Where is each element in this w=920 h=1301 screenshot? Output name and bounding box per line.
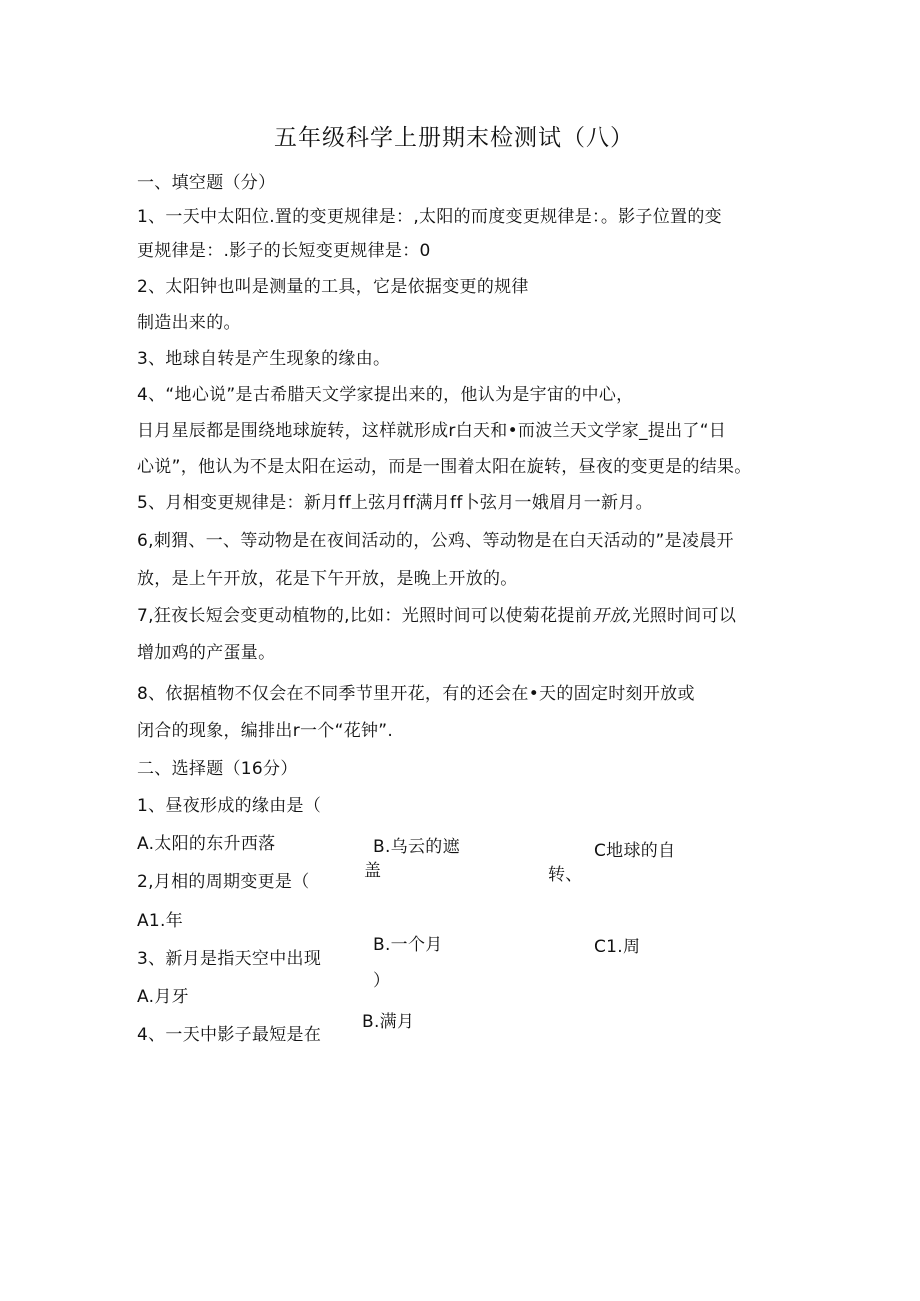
- q4-line2: 日月星辰都是围绕地球旋转，这样就形成r白天和•而波兰天文学家_提出了“日: [137, 421, 727, 441]
- q6-line1: 6,刺猬、一、等动物是在夜间活动的，公鸡、等动物是在白天活动的”是凌晨开: [137, 531, 734, 551]
- choice-q3-paren: ）: [373, 971, 391, 991]
- choice-q1-option-a: A.太阳的东升西落: [137, 834, 276, 854]
- q3-line1: 3、地球自转是产生现象的缘由。: [137, 349, 391, 369]
- q4-line1: 4、“地心说”是古希腊天文学家提出来的，他认为是宇宙的中心，: [137, 385, 634, 405]
- choice-q2-option-c: C1.周: [594, 937, 641, 957]
- q1-line1: 1、一天中太阳位.置的变更规律是：,太阳的而度变更规律是：。影子位置的变: [137, 207, 722, 227]
- q8-line2: 闭合的现象，编排出r一个“花钟”.: [137, 721, 394, 741]
- q7-line1-part-b: 光照时间可以: [632, 606, 737, 626]
- q5-line1: 5、月相变更规律是：新月ff上弦月ff满月ff卜弦月一娥眉月一新月。: [137, 493, 653, 513]
- choice-q2-stem: 2,月相的周期变更是（: [137, 872, 310, 892]
- choice-q2-option-b: B.一个月: [373, 935, 443, 955]
- q2-line1: 2、太阳钟也叫是测量的工具，它是依据变更的规律: [137, 277, 529, 297]
- q7-line1-italic: 开放,: [592, 606, 633, 626]
- q7-line1: [137, 605, 736, 627]
- choice-q3-stem: 3、新月是指天空中出现: [137, 949, 322, 969]
- section2-heading: 二、选择题（16分）: [137, 759, 298, 779]
- choice-q2-option-a: A1.年: [137, 911, 184, 931]
- q8-line1: 8、依据植物不仅会在不同季节里开花，有的还会在•天的固定时刻开放或: [137, 684, 695, 704]
- choice-q3-option-b: B.满月: [362, 1012, 415, 1032]
- choice-q1-option-c-line2: 转、: [548, 865, 583, 885]
- q6-line2: 放，是上午开放，花是下午开放，是晚上开放的。: [137, 569, 518, 589]
- q7-line1-part-a: 7,狂夜长短会变更动植物的,比如：光照时间可以使菊花提前: [137, 606, 593, 626]
- choice-q1-stem: 1、昼夜形成的缘由是（: [137, 796, 322, 816]
- q1-line2: 更规律是：.影子的长短变更规律是：0: [137, 241, 431, 261]
- q4-line3: 心说”，他认为不是太阳在运动，而是一围着太阳在旋转，昼夜的变更是的结果。: [137, 457, 752, 477]
- q2-line2: 制造出来的。: [137, 313, 241, 333]
- q7-line2: 增加鸡的产蛋量。: [137, 643, 276, 663]
- choice-q3-option-a: A.月牙: [137, 987, 189, 1007]
- section1-heading: 一、填空题（分）: [137, 173, 276, 193]
- choice-q1-option-c-line1: C地球的自: [594, 841, 676, 861]
- choice-q1-option-b-line1: B.乌云的遮: [373, 837, 460, 857]
- choice-q4-stem: 4、一天中影子最短是在: [137, 1025, 322, 1045]
- choice-q1-option-b-line2: 盖: [364, 861, 382, 881]
- page-title: 五年级科学上册期末检测试（八）: [274, 125, 634, 151]
